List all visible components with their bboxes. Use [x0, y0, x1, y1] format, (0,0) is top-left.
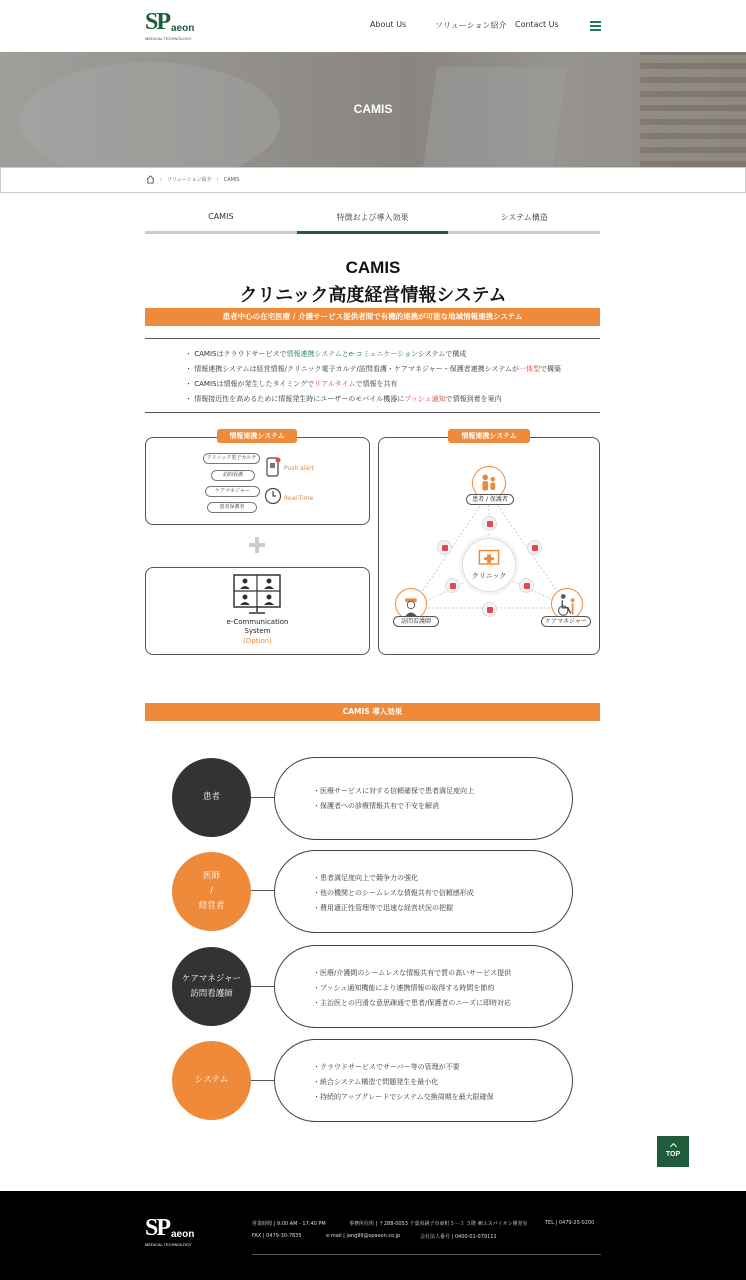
hamburger-menu-icon[interactable]	[590, 21, 601, 31]
link-node-icon	[445, 578, 460, 593]
video-conference-icon	[233, 574, 281, 614]
ecomm-option: (Option)	[243, 637, 272, 645]
clinic-label: クリニック	[471, 572, 507, 580]
role-circle-system: システム	[172, 1041, 251, 1120]
care-manager-label: ケアマネジャー	[541, 616, 591, 627]
feature-item: ・ 情報接近性を高めるために情報発生時にユーザーのモバイル機器にプッシュ通知で情報到着を案内	[185, 395, 502, 403]
effects-banner: CAMIS 導入効果	[145, 703, 600, 721]
divider	[145, 338, 600, 339]
hero-banner	[0, 52, 746, 167]
arrow-up-icon	[669, 1143, 676, 1150]
chevron-right-icon: ›	[216, 176, 219, 183]
footer-email[interactable]: e-mail | jang99@spaeon.co.jp	[326, 1233, 401, 1239]
effect-point: ・患者満足度向上で競争力の強化	[313, 874, 418, 882]
nurse-icon	[396, 589, 426, 619]
effect-point: ・費用適正性管理等で迅速な経営状況の把握	[313, 904, 453, 912]
nav-contact-us[interactable]: Contact Us	[515, 20, 559, 29]
effect-point: ・他の機関とのシームレスな情報共有で信頼感形成	[313, 889, 474, 897]
page-subtitle: クリニック高度経営情報システム	[239, 285, 507, 306]
effect-box-patient	[274, 757, 573, 840]
footer-fax: FAX | 0479-30-7835	[252, 1233, 302, 1239]
effect-point: ・プッシュ通知機能により連携情報の取得する時間を節約	[313, 984, 495, 992]
hospital-icon	[463, 539, 515, 591]
nav-about-us[interactable]: About Us	[370, 20, 407, 29]
effect-point: ・クラウドサービスでサーバー等の管理が不要	[313, 1063, 460, 1071]
pill-patient-guardian: 患者保護者	[207, 502, 257, 513]
home-icon[interactable]	[146, 175, 155, 184]
left-system-badge: 情報連携システム	[217, 429, 297, 443]
logo-text: aeon	[171, 23, 195, 34]
smartphone-icon	[265, 457, 281, 477]
tab-features[interactable]: 特徴および導入効果	[297, 208, 449, 234]
info-link-system-box	[145, 437, 370, 525]
page-title: CAMIS	[345, 258, 401, 277]
role-circle-doctor: 医師 / 経営者	[172, 852, 251, 931]
logo-mark: SP	[145, 1215, 170, 1241]
breadcrumb	[0, 167, 746, 193]
feature-item: ・ CAMISは情報が発生したタイミングでリアルタイムで情報を共有	[185, 380, 398, 388]
clock-icon	[264, 487, 282, 505]
footer-tel: TEL | 0479-25-0200	[545, 1220, 595, 1226]
top-label: TOP	[665, 1151, 681, 1158]
plus-icon	[249, 537, 265, 553]
section-tabs	[145, 208, 600, 234]
logo-text: aeon	[171, 1229, 195, 1240]
footer-logo[interactable]	[145, 1217, 205, 1249]
effect-box-doctor	[274, 850, 573, 933]
right-system-badge: 情報連携システム	[448, 429, 530, 443]
scroll-top-button[interactable]	[657, 1136, 689, 1167]
network-diagram-box	[378, 437, 600, 655]
role-circle-care: ケアマネジャー 訪問看護師	[172, 947, 251, 1026]
nav-solutions[interactable]: ソリューション紹介	[435, 21, 507, 30]
tab-camis[interactable]: CAMIS	[145, 208, 297, 234]
clinic-node	[462, 538, 516, 592]
intro-banner: 患者中心の在宅医療 / 介護サービス提供者間で有機的連携が可能な地域情報連携システム	[145, 308, 600, 326]
ecommunication-box	[145, 567, 370, 655]
feature-item: ・ CAMISはクラウドサービスで情報連携システムとe-コミュニケーションシステムで構成	[185, 350, 467, 358]
feature-item: ・ 情報連携システムは経営情報/クリニック電子カルテ/訪問看護・ケアマネジャー・保護者連携システムが一体型で構築	[185, 365, 561, 373]
chevron-right-icon: ›	[160, 176, 162, 183]
link-node-icon	[519, 578, 534, 593]
breadcrumb-current: CAMIS	[223, 176, 240, 183]
wheelchair-icon	[552, 589, 582, 619]
effect-point: ・医療/介護間のシームレスな情報共有で質の高いサービス提供	[313, 969, 512, 977]
effect-point: ・医療サービスに対する信頼確保で患者満足度向上	[313, 787, 474, 795]
nurse-label: 訪問看護師	[393, 616, 439, 627]
footer-divider	[252, 1254, 601, 1255]
link-node-icon	[482, 602, 497, 617]
effect-point: ・主治医との円滑な意思疎通で患者/保護者のニーズに即時対応	[313, 999, 512, 1007]
pill-clinic-emr: クリニック電子カルテ	[203, 453, 260, 464]
divider	[145, 412, 600, 413]
link-node-icon	[482, 516, 497, 531]
role-circle-patient: 患者	[172, 758, 251, 837]
breadcrumb-solutions[interactable]: ソリューション紹介	[167, 177, 212, 183]
ecomm-subtitle: System	[244, 627, 271, 635]
effect-box-system	[274, 1039, 573, 1122]
footer-corp-number: 会社法人番号 | 0400-01-079111	[420, 1234, 497, 1240]
feature-list	[185, 347, 561, 407]
tab-system-structure[interactable]: システム構造	[448, 208, 600, 234]
effect-box-care	[274, 945, 573, 1028]
logo-subtext: MEDICAL TECHNOLOGY	[145, 1242, 192, 1247]
link-node-icon	[437, 540, 452, 555]
real-time-label: Real-Time	[284, 495, 314, 502]
effect-point: ・保護者への診療情報共有で不安を解消	[313, 802, 439, 810]
ecomm-title: e-Communication	[226, 618, 289, 626]
effect-point: ・持続的アップグレードでシステム交換周期を最大限確保	[313, 1093, 494, 1101]
pill-care-manager: ケアマネジャー	[205, 486, 260, 497]
site-header	[0, 0, 746, 52]
hero-title: CAMIS	[353, 102, 393, 116]
logo-subtext: MEDICAL TECHNOLOGY	[145, 36, 192, 41]
logo-mark: SP	[145, 9, 170, 35]
push-alert-label: Push alert	[284, 465, 315, 472]
pill-home-nursing: 訪問看護	[211, 470, 255, 481]
patient-label: 患者 / 保護者	[466, 494, 514, 505]
footer-address: 事務所住所 | 〒288-0053 千葉県銚子市東町５－３ ５階 ㈱エスパイオン開発室	[349, 1221, 528, 1227]
effect-point: ・統合システム構造で問題発生を最小化	[313, 1078, 439, 1086]
footer-hours: 営業時間 | 9:00 AM - 17:40 PM	[252, 1221, 326, 1227]
link-node-icon	[527, 540, 542, 555]
spaeon-logo[interactable]	[145, 11, 205, 41]
